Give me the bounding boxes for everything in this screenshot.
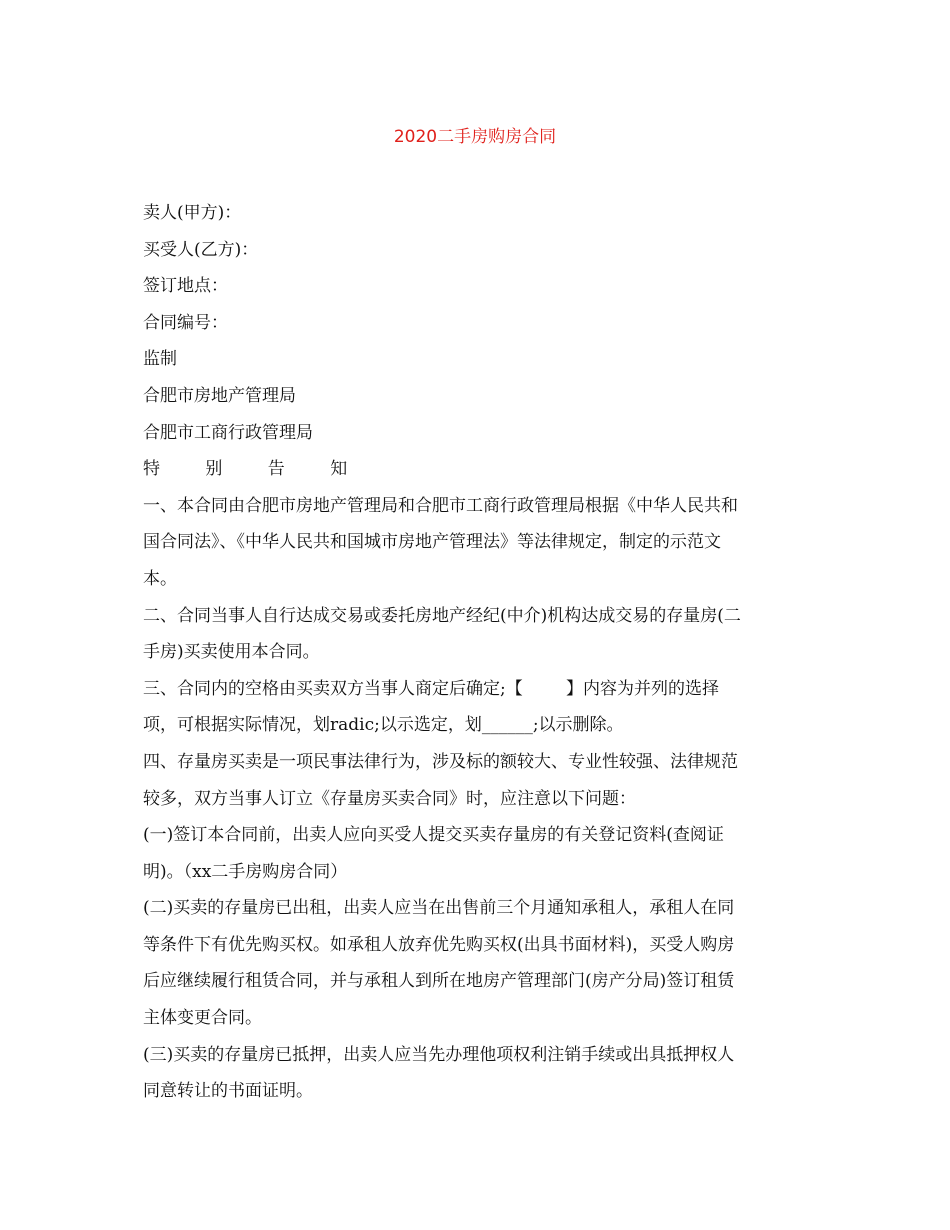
supervisor-real-estate-bureau: 合肥市房地产管理局 — [143, 385, 296, 406]
paragraph-line: 四、存量房买卖是一项民事法律行为，涉及标的额较大、专业性较强、法律规范 — [143, 751, 738, 772]
paragraph-line: 后应继续履行租赁合同，并与承租人到所在地房产管理部门(房产分局)签订租赁 — [143, 971, 735, 992]
paragraph-line: 一、本合同由合肥市房地产管理局和合肥市工商行政管理局根据《中华人民共和 — [143, 495, 738, 516]
paragraph-line: 国合同法》、《中华人民共和国城市房地产管理法》等法律规定，制定的示范文 — [143, 532, 721, 553]
paragraph-line: 二、合同当事人自行达成交易或委托房地产经纪(中介)机构达成交易的存量房(二 — [143, 605, 741, 626]
paragraph-line: 较多，双方当事人订立《存量房买卖合同》时，应注意以下问题： — [143, 788, 636, 809]
buyer-line: 买受人(乙方)： — [143, 239, 259, 260]
contract-number-line: 合同编号： — [143, 312, 228, 333]
supervision-line: 监制 — [143, 349, 177, 370]
paragraph-line: 等条件下有优先购买权。如承租人放弃优先购买权(出具书面材料)，买受人购房 — [143, 934, 735, 955]
supervisor-commerce-bureau: 合肥市工商行政管理局 — [143, 422, 313, 443]
paragraph-line: 本。 — [143, 568, 177, 589]
paragraph-line: 主体变更合同。 — [143, 1008, 262, 1029]
paragraph-line: 明)。（xx二手房购房合同） — [143, 861, 348, 882]
signing-place-line: 签订地点： — [143, 276, 228, 297]
seller-line: 卖人(甲方)： — [143, 203, 242, 223]
special-notice-heading: 特 别 告 知 — [143, 459, 368, 480]
paragraph-line: 项，可根据实际情况，划radic;以示选定，划______;以示删除。 — [143, 715, 624, 736]
paragraph-line: (一)签订本合同前，出卖人应向买受人提交买卖存量房的有关登记资料(查阅证 — [143, 825, 724, 846]
paragraph-line: (三)买卖的存量房已抵押，出卖人应当先办理他项权利注销手续或出具抵押权人 — [143, 1044, 735, 1065]
paragraph-line: 三、合同内的空格由买卖双方当事人商定后确定;【 】内容为并列的选择 — [143, 678, 719, 699]
document-title: 2020二手房购房合同 — [393, 127, 557, 147]
paragraph-line: 手房)买卖使用本合同。 — [143, 642, 320, 663]
document-body — [143, 195, 813, 1110]
paragraph-line: (二)买卖的存量房已出租，出卖人应当在出售前三个月通知承租人，承租人在同 — [143, 898, 735, 919]
paragraph-line: 同意转让的书面证明。 — [143, 1081, 313, 1102]
